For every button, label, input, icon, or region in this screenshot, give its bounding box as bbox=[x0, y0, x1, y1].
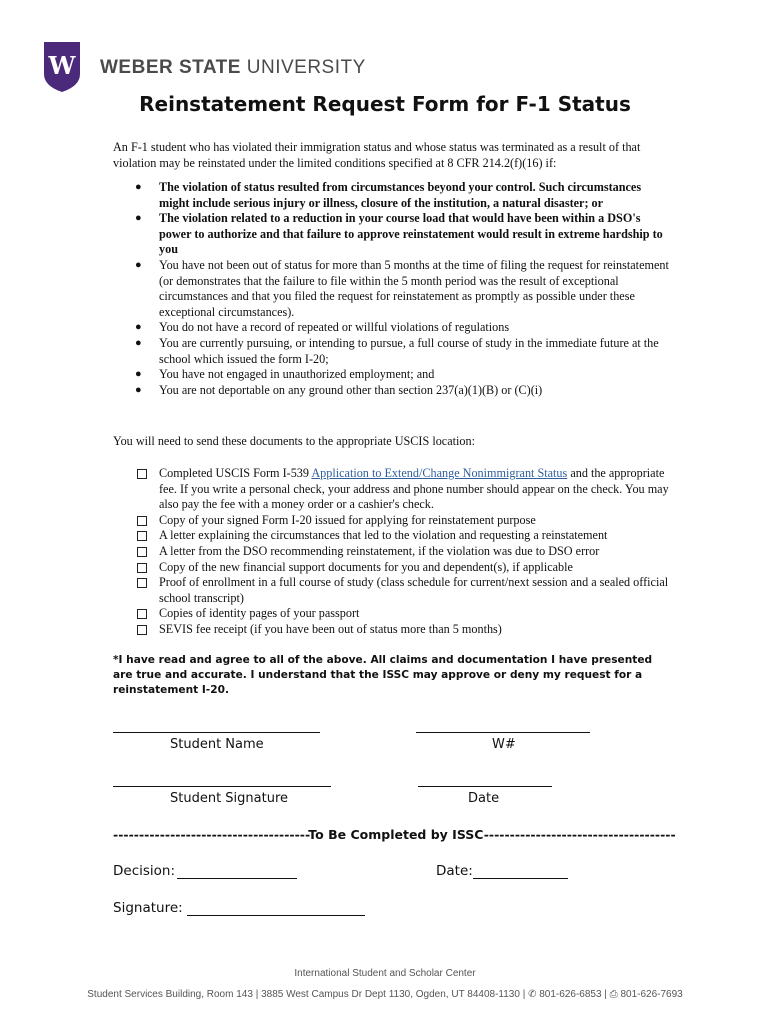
condition-item: ● The violation of status resulted from circumstances beyond your control. Such circumstances might include serious injury or illness, closure of the institution, a natural disaster; or bbox=[135, 180, 642, 210]
i539-application-link[interactable]: Application to Extend/Change Nonimmigrant Status bbox=[311, 466, 568, 480]
decision-label: Decision: bbox=[113, 863, 176, 879]
brand-bold: WEBER STATE bbox=[100, 57, 241, 78]
document-item: A letter from the DSO recommending reinstatement, if the violation was due to DSO error bbox=[113, 544, 673, 560]
svg-text:W: W bbox=[48, 51, 76, 80]
checkbox[interactable] bbox=[137, 469, 147, 479]
condition-item: ● The violation related to a reduction in your course load that would have been within a DSO's power to authorize and that failure to approve reinstatement would result in extreme hardship to you bbox=[135, 211, 663, 257]
checkbox[interactable] bbox=[137, 531, 147, 541]
checkbox[interactable] bbox=[137, 516, 147, 526]
document-item: SEVIS fee receipt (if you have been out of status more than 5 months) bbox=[113, 622, 673, 638]
w-number-line[interactable] bbox=[416, 732, 590, 733]
student-signature-label: Student Signature bbox=[170, 791, 289, 806]
documents-intro: You will need to send these documents to the appropriate USCIS location: bbox=[113, 434, 475, 448]
student-signature-line[interactable] bbox=[113, 786, 331, 787]
checkbox[interactable] bbox=[137, 563, 147, 573]
weber-state-shield-logo bbox=[44, 42, 80, 92]
issc-signature-line[interactable] bbox=[187, 915, 365, 916]
brand-light: UNIVERSITY bbox=[246, 57, 366, 78]
footer-center-name: International Student and Scholar Center bbox=[294, 968, 476, 979]
document-item: A letter explaining the circumstances that led to the violation and requesting a reinstatement bbox=[113, 528, 673, 544]
student-name-line[interactable] bbox=[113, 732, 320, 733]
document-item-i539: Completed USCIS Form I-539 Application to Extend/Change Nonimmigrant Status and the appropriate fee. If you write a personal check, your address and phone number should appear on the check. You may also pay the fee with a money order or a cashier's check. bbox=[113, 466, 673, 513]
condition-item: ● You are currently pursuing, or intending to pursue, a full course of study in the immediate future at the school which issued the form I-20; bbox=[135, 335, 659, 366]
checkbox[interactable] bbox=[137, 578, 147, 588]
issc-date-label: Date: bbox=[436, 863, 473, 879]
student-name-label: Student Name bbox=[170, 737, 264, 752]
checkbox[interactable] bbox=[137, 547, 147, 557]
condition-item: ● You have not been out of status for more than 5 months at the time of filing the request for reinstatement (or demonstrates that the failure to file within the 5 month period was the result of exceptional circumstances and that you filed the request for reinstatement as promptly as possible under these exceptional circumstances). bbox=[135, 257, 669, 319]
issc-date-line[interactable] bbox=[473, 878, 568, 879]
intro-paragraph: An F-1 student who has violated their immigration status and whose status was terminated as a result of that violation may be reinstated under the limited conditions specified at 8 CFR 214.2(f)(16) if: bbox=[113, 140, 641, 170]
decision-line[interactable] bbox=[177, 878, 297, 879]
date-line[interactable] bbox=[418, 786, 552, 787]
document-item: Copy of your signed Form I-20 issued for applying for reinstatement purpose bbox=[113, 513, 673, 529]
documents-checklist bbox=[113, 466, 673, 638]
issc-section-heading: --------------------------------------To Be Completed by ISSC------------------------------------- bbox=[113, 827, 676, 842]
checkbox[interactable] bbox=[137, 625, 147, 635]
conditions-list bbox=[113, 180, 673, 398]
condition-item: ● You do not have a record of repeated or willful violations of regulations bbox=[135, 320, 510, 335]
document-item: Proof of enrollment in a full course of study (class schedule for current/next session and a sealed official school transcript) bbox=[113, 575, 673, 606]
document-item: Copies of identity pages of your passport bbox=[113, 606, 673, 622]
signature-label: Signature: bbox=[113, 900, 183, 916]
condition-item: ● You have not engaged in unauthorized employment; and bbox=[135, 367, 435, 382]
footer-address: Student Services Building, Room 143 | 3885 West Campus Dr Dept 1130, Ogden, UT 84408-1130 | ✆ 801-626-6853 | ⎙ 801-626-7693 bbox=[87, 989, 683, 1000]
w-number-label: W# bbox=[492, 737, 516, 752]
agreement-statement: *I have read and agree to all of the above. All claims and documentation I have presented are true and accurate. I understand that the ISSC may approve or deny my request for a reinstatement I-20. bbox=[113, 654, 653, 696]
date-label: Date bbox=[468, 791, 500, 806]
university-wordmark bbox=[100, 57, 366, 79]
form-title: Reinstatement Request Form for F-1 Status bbox=[139, 92, 631, 116]
document-item: Copy of the new financial support documents for you and dependent(s), if applicable bbox=[113, 560, 673, 576]
checkbox[interactable] bbox=[137, 609, 147, 619]
condition-item: ● You are not deportable on any ground other than section 237(a)(1)(B) or (C)(i) bbox=[135, 382, 543, 397]
